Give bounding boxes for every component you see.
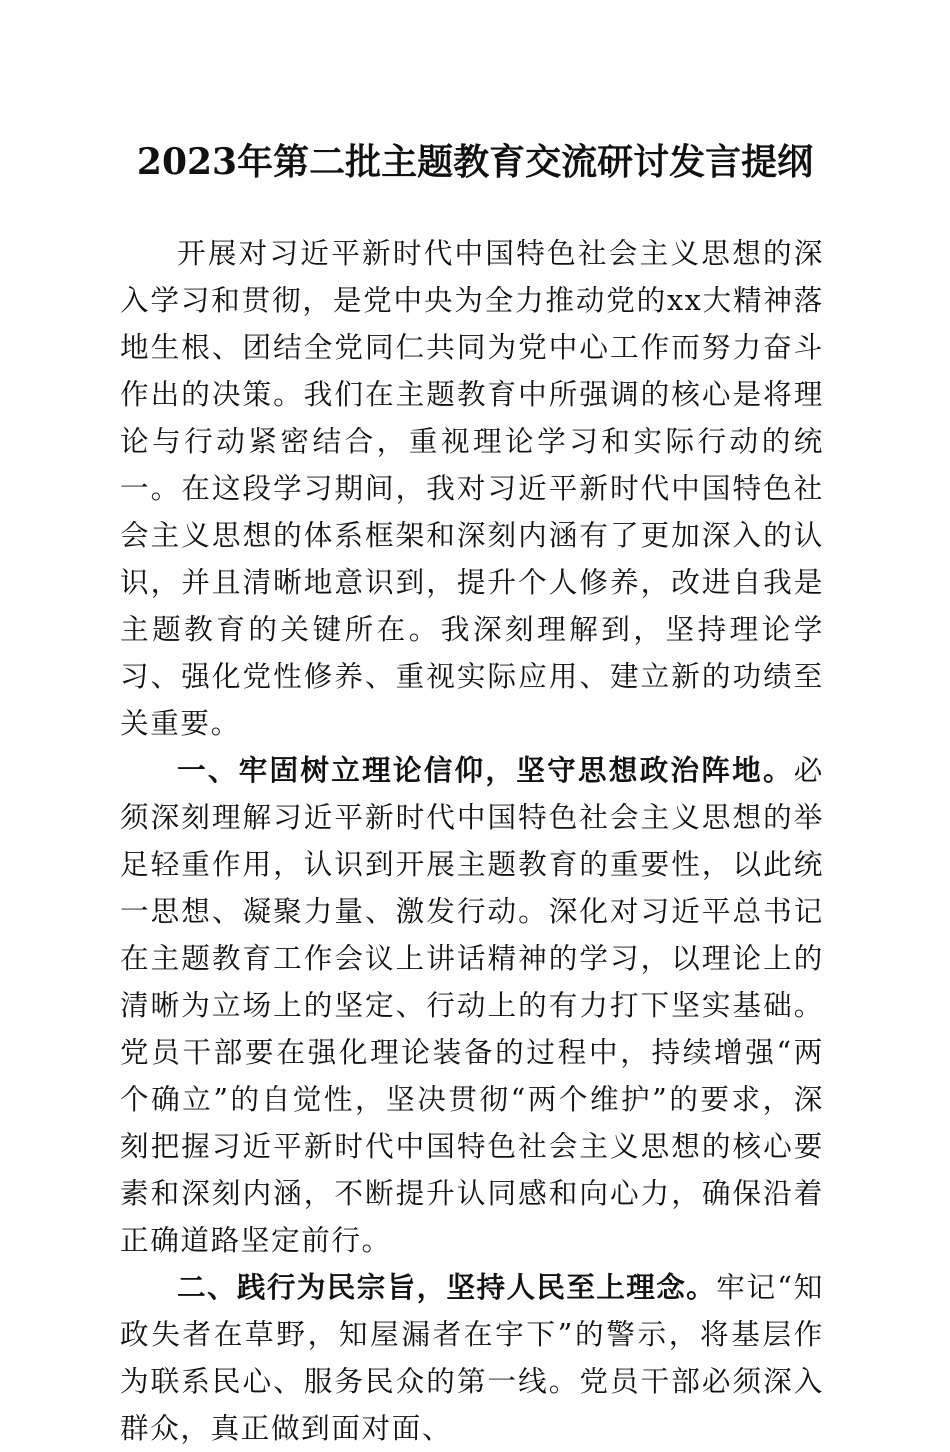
section-1-heading: 一、牢固树立理论信仰，坚守思想政治阵地。 [177,753,794,787]
paragraph-section-2 [120,1264,824,1452]
paragraph-section-1 [120,747,824,1264]
document-title: 2023年第二批主题教育交流研讨发言提纲 [136,141,814,183]
paragraph-intro-text: 开展对习近平新时代中国特色社会主义思想的深入学习和贯彻，是党中央为全力推动党的xx大精神落地生根、团结全党同仁共同为党中心工作而努力奋斗作出的决策。我们在主题教育中所强调的核心是将理论与行动紧密结合，重视理论学习和实际行动的统一。在这段学习期间，我对习近平新时代中国特色社会主义思想的体系框架和深刻内涵有了更加深入的认识，并且清晰地意识到，提升个人修养，改进自我是主题教育的关键所在。我深刻理解到，坚持理论学习、强化党性修养、重视实际应用、建立新的功绩至关重要。 [120,236,824,740]
section-1-text: 必须深刻理解习近平新时代中国特色社会主义思想的举足轻重作用，认识到开展主题教育的重要性，以此统一思想、凝聚力量、激发行动。深化对习近平总书记在主题教育工作会议上讲话精神的学习，以理论上的清晰为立场上的坚定、行动上的有力打下坚实基础。党员干部要在强化理论装备的过程中，持续增强“两个确立”的自觉性，坚决贯彻“两个维护”的要求，深刻把握习近平新时代中国特色社会主义思想的核心要素和深刻内涵，不断提升认同感和向心力，确保沿着正确道路坚定前行。 [120,753,824,1257]
section-2-heading: 二、践行为民宗旨，坚持人民至上理念。 [177,1270,717,1304]
document-body [120,230,824,1452]
section-2-text: 牢记“知政失者在草野，知屋漏者在宇下”的警示，将基层作为联系民心、服务民众的第一线。党员干部必须深入群众，真正做到面对面、 [120,1270,824,1445]
paragraph-intro [120,230,824,747]
